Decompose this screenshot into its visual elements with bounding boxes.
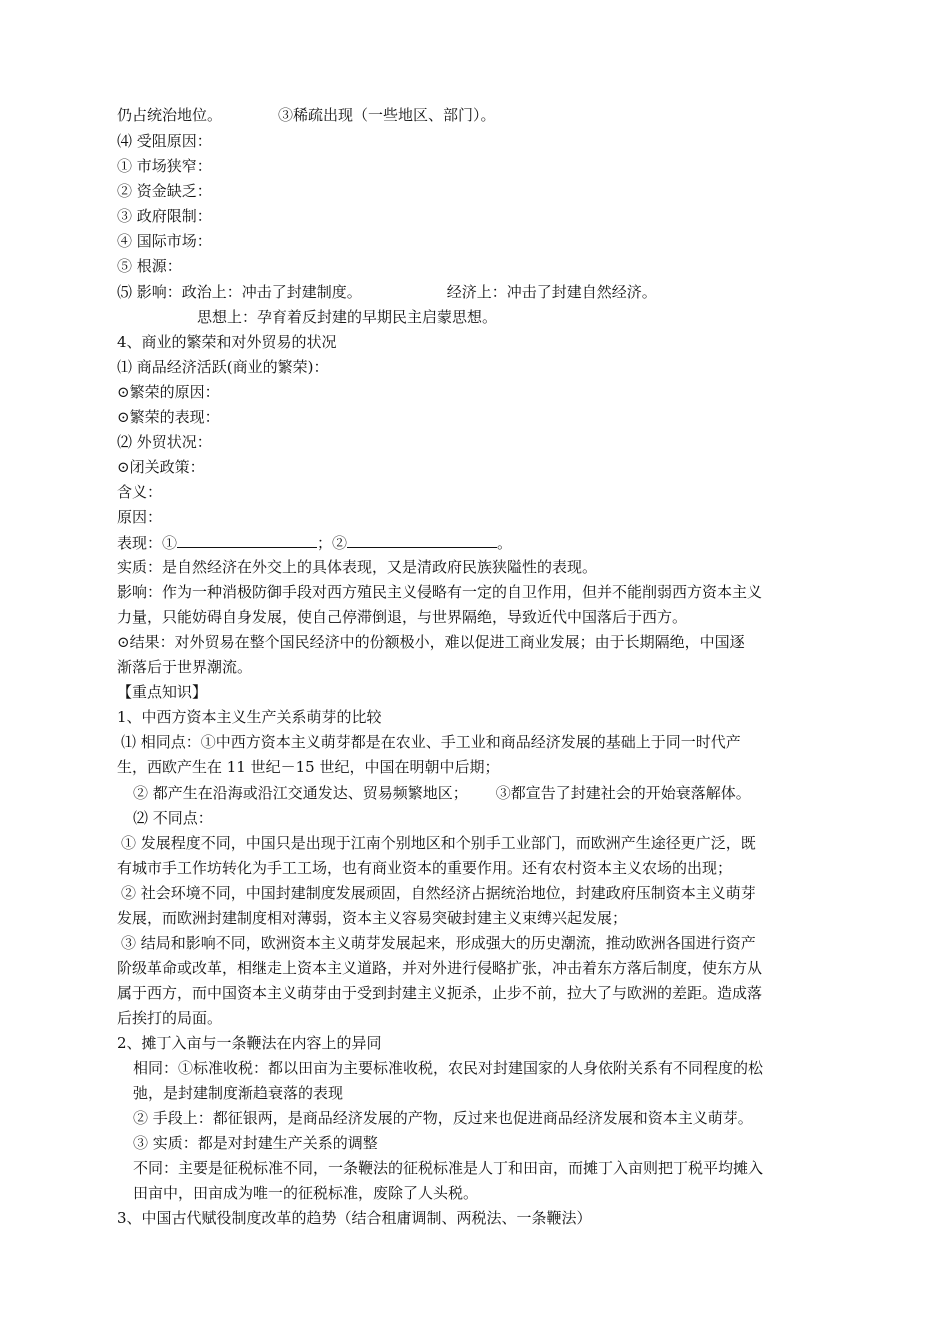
section-heading: 2、摊丁入亩与一条鞭法在内容上的异同 bbox=[117, 1034, 382, 1052]
text-line: ① 市场狭窄： bbox=[117, 157, 212, 175]
text-line: ② 手段上：都征银两，是商品经济发展的产物，反过来也促进商品经济发展和资本主义萌芽。 bbox=[133, 1109, 753, 1127]
text-segment: ；② bbox=[317, 534, 348, 552]
text-segment: 经济上：冲击了封建自然经济。 bbox=[446, 283, 657, 301]
subheading: ⑵ 外贸状况： bbox=[117, 433, 212, 451]
text-line: 阶级革命或改革，相继走上资本主义道路，并对外进行侵略扩张，冲击着东方落后制度，使东方从 bbox=[117, 959, 763, 977]
text-line: ② 社会环境不同，中国封建制度发展顽固，自然经济占据统治地位，封建政府压制资本主义萌芽 bbox=[121, 884, 756, 902]
text-segment: ② 都产生在沿海或沿江交通发达、贸易频繁地区； bbox=[133, 784, 468, 802]
text-line: ⊙繁荣的原因： bbox=[117, 383, 220, 401]
text-line bbox=[117, 532, 512, 554]
text-segment: 表现：① bbox=[117, 534, 178, 552]
text-line: 不同：主要是征税标准不同，一条鞭法的征税标准是人丁和田亩，而摊丁入亩则把丁税平均摊入 bbox=[133, 1159, 764, 1177]
text-line: 后挨打的局面。 bbox=[117, 1009, 223, 1027]
text-line: ⊙繁荣的表现： bbox=[117, 408, 220, 426]
text-line: 弛，是封建制度渐趋衰落的表现 bbox=[133, 1084, 344, 1102]
text-line: 相同：①标准收税：都以田亩为主要标准收税，农民对封建国家的人身依附关系有不同程度的松 bbox=[133, 1059, 764, 1077]
text-line: ② 资金缺乏： bbox=[117, 182, 212, 200]
text-segment: ③都宣告了封建社会的开始衰落解体。 bbox=[495, 784, 751, 802]
text-line bbox=[117, 105, 496, 127]
text-line: 力量，只能妨碍自身发展，使自己停滞倒退，与世界隔绝，导致近代中国落后于西方。 bbox=[117, 608, 688, 626]
text-line bbox=[133, 783, 751, 805]
fill-blank[interactable] bbox=[347, 532, 497, 548]
subheading: ⑵ 不同点： bbox=[133, 809, 213, 827]
text-line: 影响：作为一种消极防御手段对西方殖民主义侵略有一定的自卫作用，但并不能削弱西方资本主义 bbox=[117, 583, 763, 601]
subheading: ⑷ 受阻原因： bbox=[117, 132, 212, 150]
text-line: 含义： bbox=[117, 483, 163, 501]
text-line: 属于西方，而中国资本主义萌芽由于受到封建主义扼杀，止步不前，拉大了与欧洲的差距。造成落 bbox=[117, 984, 763, 1002]
text-line: ③ 结局和影响不同，欧洲资本主义萌芽发展起来，形成强大的历史潮流，推动欧洲各国进行资产 bbox=[121, 934, 756, 952]
text-line: 田亩中，田亩成为唯一的征税标准，废除了人头税。 bbox=[133, 1184, 479, 1202]
text-segment: 仍占统治地位。 bbox=[117, 106, 223, 124]
section-heading: 4、商业的繁荣和对外贸易的状况 bbox=[117, 333, 337, 351]
text-line: ③ 实质：都是对封建生产关系的调整 bbox=[133, 1134, 378, 1152]
subheading: ⑴ 商品经济活跃(商业的繁荣)： bbox=[117, 358, 329, 376]
text-segment: ③稀疏出现（一些地区、部门）。 bbox=[278, 106, 496, 124]
section-heading: 【重点知识】 bbox=[117, 683, 208, 701]
section-heading: 1、中西方资本主义生产关系萌芽的比较 bbox=[117, 708, 382, 726]
text-line: ⑴ 相同点：①中西方资本主义萌芽都是在农业、手工业和商品经济发展的基础上于同一时代产 bbox=[121, 733, 741, 751]
fill-blank[interactable] bbox=[177, 532, 317, 548]
text-line: 有城市手工作坊转化为手工工场，也有商业资本的重要作用。还有农村资本主义农场的出现； bbox=[117, 859, 733, 877]
text-segment: ⑸ 影响：政治上：冲击了封建制度。 bbox=[117, 283, 362, 301]
text-line: 渐落后于世界潮流。 bbox=[117, 658, 253, 676]
text-segment: 。 bbox=[497, 534, 513, 552]
text-line: ③ 政府限制： bbox=[117, 207, 212, 225]
text-line: 原因： bbox=[117, 508, 163, 526]
text-line: ⑤ 根源： bbox=[117, 257, 182, 275]
text-line: 思想上：孕育着反封建的早期民主启蒙思想。 bbox=[197, 308, 498, 326]
text-line: ⊙结果：对外贸易在整个国民经济中的份额极小，难以促进工商业发展；由于长期隔绝，中国逐 bbox=[117, 633, 745, 651]
text-line: 实质：是自然经济在外交上的具体表现，又是清政府民族狭隘性的表现。 bbox=[117, 558, 598, 576]
text-line: ① 发展程度不同，中国只是出现于江南个别地区和个别手工业部门，而欧洲产生途径更广泛，既 bbox=[121, 834, 756, 852]
text-line: 生，西欧产生在 11 世纪－15 世纪，中国在明朝中后期； bbox=[117, 758, 500, 776]
text-line bbox=[117, 282, 657, 304]
text-line: 发展，而欧洲封建制度相对薄弱，资本主义容易突破封建主义束缚兴起发展； bbox=[117, 909, 628, 927]
section-heading: 3、中国古代赋役制度改革的趋势（结合租庸调制、两税法、一条鞭法） bbox=[117, 1209, 592, 1227]
text-line: ④ 国际市场： bbox=[117, 232, 212, 250]
text-line: ⊙闭关政策： bbox=[117, 458, 205, 476]
